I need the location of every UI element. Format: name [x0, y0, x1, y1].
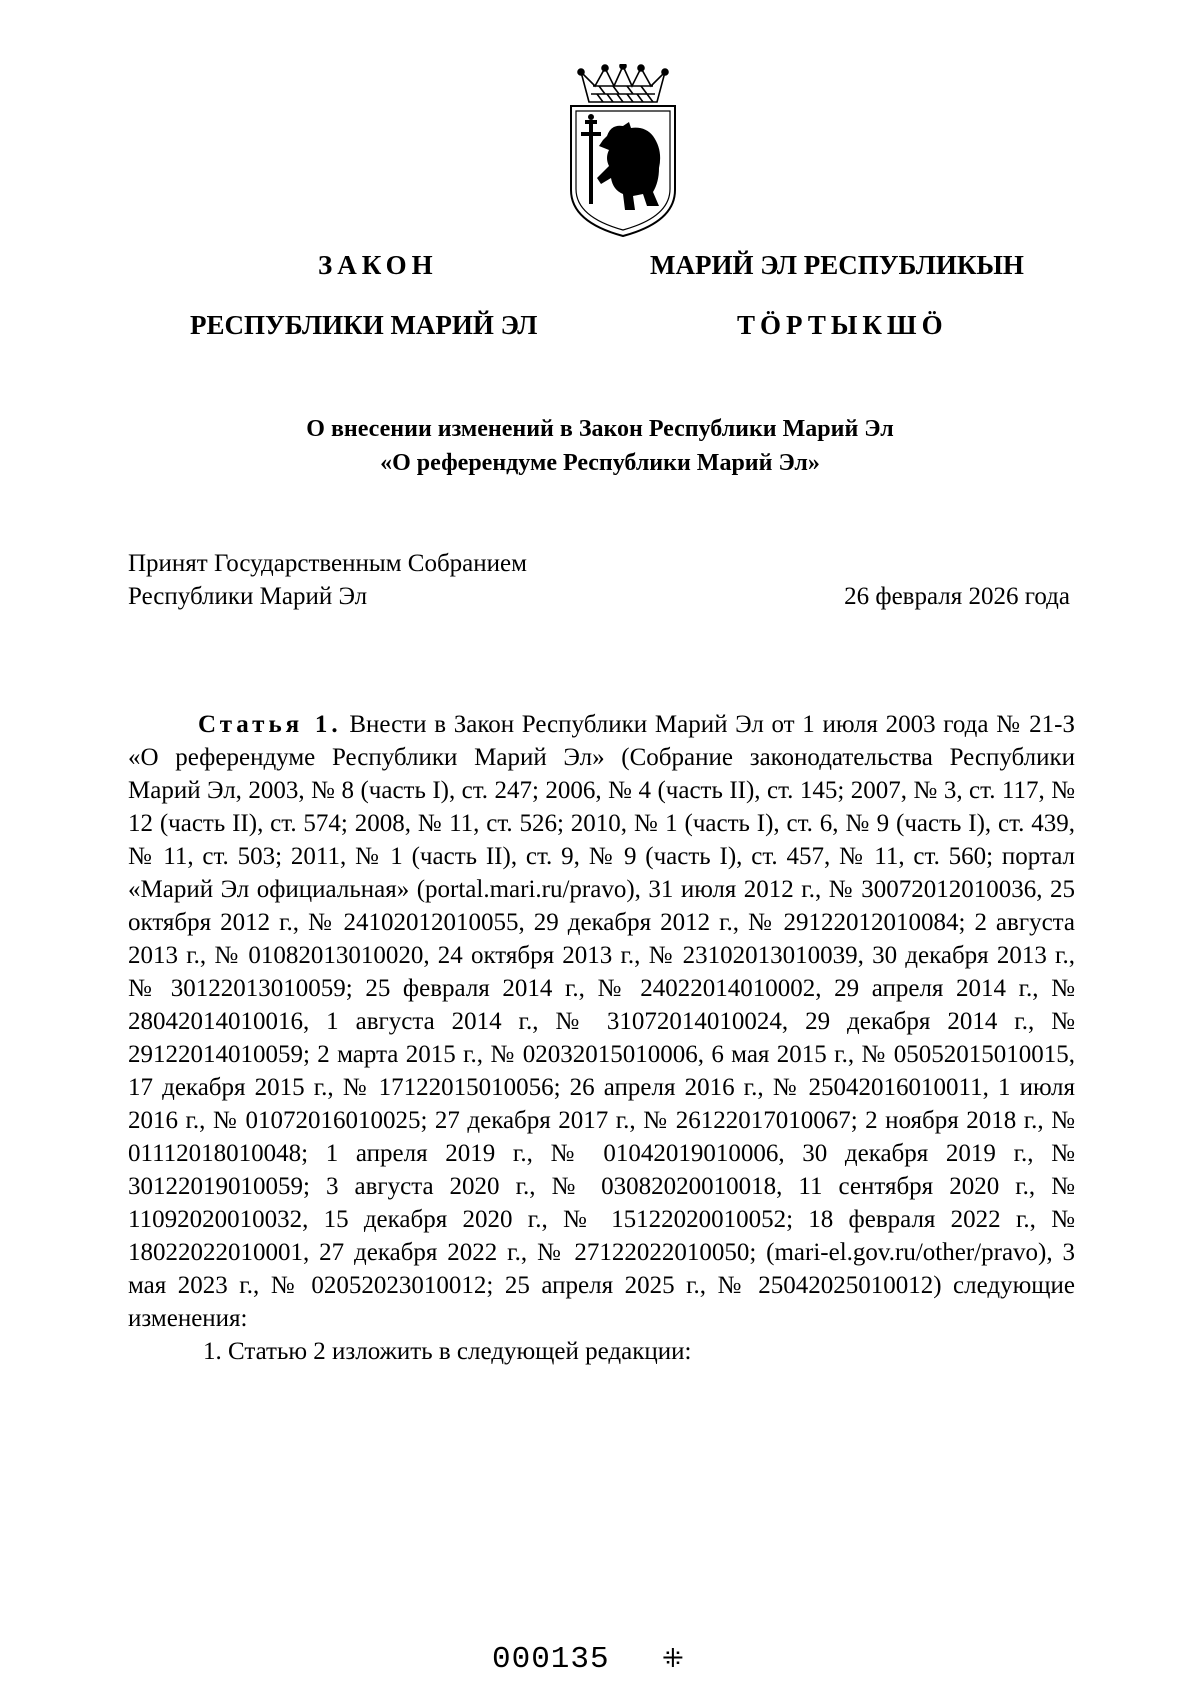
header-law-ru: ЗАКОН [318, 250, 438, 280]
coat-of-arms-icon [567, 64, 679, 240]
crown-icon [578, 64, 668, 102]
header-law-mari: ТӦРТЫКШӦ [737, 310, 948, 340]
header-republic-mari: МАРИЙ ЭЛ РЕСПУБЛИКЫН [650, 250, 1024, 280]
ornament-mark: ⁜ [662, 1644, 684, 1674]
adoption-line-1: Принят Государственным Собранием [128, 550, 527, 577]
page-serial-number: 000135 [492, 1642, 610, 1677]
document-body [128, 708, 1075, 1368]
adoption-note [128, 547, 527, 613]
adoption-date: 26 февраля 2026 года [844, 583, 1070, 610]
article-text: Внести в Закон Республики Марий Эл от 1 июля 2003 года № 21-З «О референдуме Республики Марий Эл» (Собрание законодательства Республики Марий Эл, 2003, № 8 (часть I), ст. 247; 2006, № 4 (часть II), ст. 145; 2007, № 3, ст. 117, № 12 (часть II), ст. 574; 2008, № 11, ст. 526; 2010, № 1 (часть I), ст. 6, № 9 (часть I), ст. 439, № 11, ст. 503; 2011, № 1 (часть II), ст. 9, № 9 (часть I), ст. 457, № 11, ст. 560; портал «Марий Эл официальная» (portal.mari.ru/pravo), 31 июля 2012 г., № 30072012010036, 25 октября 2012 г., № 24102012010055, 29 декабря 2012 г., № 29122012010084; 2 августа 2013 г., № 01082013010020, 24 октября 2013 г., № 23102013010039, 30 декабря 2013 г., № 30122013010059; 25 февраля 2014 г., № 24022014010002, 29 апреля 2014 г., № 28042014010016, 1 августа 2014 г., № 31072014010024, 29 декабря 2014 г., № 29122014010059; 2 марта 2015 г., № 02032015010006, 6 мая 2015 г., № 05052015010015, 17 декабря 2015 г., № 17122015010056; 26 апреля 2016 г., № 25042016010011, 1 июля 2016 г., № 01072016010025; 27 декабря 2017 г., № 26122017010067; 2 ноября 2018 г., № 01112018010048; 1 апреля 2019 г., № 01042019010006, 30 декабря 2019 г., № 30122019010059; 3 августа 2020 г., № 03082020010018, 11 сентября 2020 г., № 11092020010032, 15 декабря 2020 г., № 15122020010052; 18 февраля 2022 г., № 18022022010001, 27 декабря 2022 г., № 27122022010050; (mari-el.gov.ru/other/pravo), 3 мая 2023 г., № 02052023010012; 25 апреля 2025 г., № 25042025010012) следующие изменения: [128, 711, 1076, 1332]
article-heading: Статья 1. [198, 711, 342, 738]
adoption-line-2: Республики Марий Эл [128, 583, 368, 610]
article-1-paragraph [128, 708, 1075, 1335]
document-title [120, 412, 1080, 480]
title-line-1: О внесении изменений в Закон Республики Марий Эл [306, 416, 894, 442]
title-line-2: «О референдуме Республики Марий Эл» [380, 450, 820, 476]
header-republic-ru: РЕСПУБЛИКИ МАРИЙ ЭЛ [190, 310, 538, 340]
list-item: 1. Статью 2 изложить в следующей редакции: [203, 1338, 692, 1365]
